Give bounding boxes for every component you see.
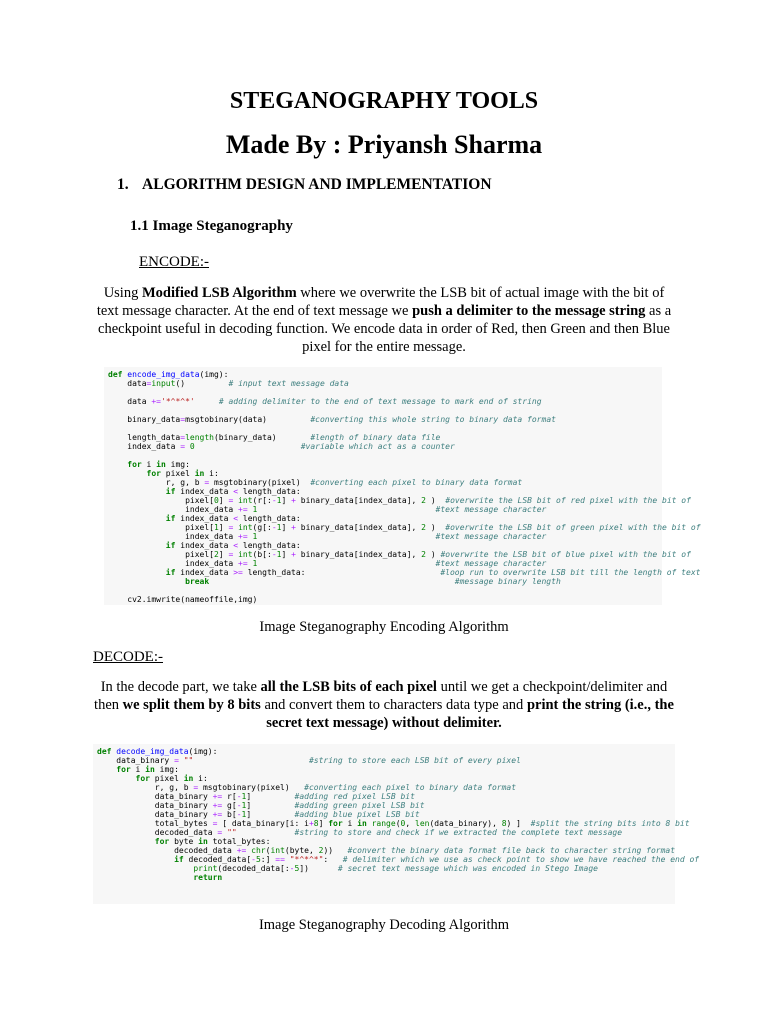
encode-code-line: index_data += 1 #text message character — [108, 559, 547, 568]
decode-code-line: decoded_data = "" #string to store and check if we extracted the complete text message — [97, 828, 623, 837]
decode-code-block — [93, 744, 700, 904]
section-number: 1. — [117, 176, 129, 193]
section-heading — [117, 176, 492, 194]
decode-code-line: for byte in total_bytes: — [154, 837, 271, 846]
encode-code-line — [108, 388, 658, 397]
subsection-heading: 1.1 Image Steganography — [130, 218, 293, 234]
encode-code-line: pixel[1] = int(g[:-1] + binary_data[index_data], 2 ) #overwrite the LSB bit of green pixel with the bit of — [108, 523, 701, 532]
decode-code-line: for i in img: — [116, 765, 179, 774]
decode-code-line: print(decoded_data[:-5]) # secret text message which was encoded in Stego Image — [193, 864, 598, 873]
decode-code-line: decoded_data += chr(int(byte, 2)) #convert the binary data format file back to character string format — [97, 846, 676, 855]
decode-caption: Image Steganography Decoding Algorithm — [258, 917, 510, 933]
decode-bold-2: we split them by 8 bits — [122, 697, 261, 713]
encode-code-line: for i in img: — [127, 460, 190, 469]
document-title: STEGANOGRAPHY TOOLS — [229, 88, 539, 114]
section-title: ALGORITHM DESIGN AND IMPLEMENTATION — [142, 176, 492, 193]
encode-code-line: if index_data >= length_data: #loop run to overwrite LSB bit till the length of text — [165, 568, 701, 577]
encode-code-line: for pixel in i: — [146, 469, 219, 478]
decode-text-1: In the decode part, we take — [100, 679, 261, 695]
encode-code-line: def encode_img_data(img): — [108, 370, 229, 379]
encode-text-2: where we overwrite the LSB bit of actual image with the bit of text message character. At the end of text message we — [96, 285, 665, 319]
encode-code-line: data +='*^*^*' # adding delimiter to the end of text message to mark end of string — [108, 397, 542, 406]
encode-code-line: r, g, b = msgtobinary(pixel) #converting each pixel to binary data format — [108, 478, 523, 487]
encode-bold-1: Modified LSB Algorithm — [141, 285, 297, 301]
encode-code-line: if index_data < length_data: — [165, 541, 301, 550]
encode-code-line: index_data += 1 #text message character — [108, 505, 547, 514]
decode-code-line: for pixel in i: — [135, 774, 208, 783]
encode-code-line: cv2.imwrite(nameoffile,img) — [108, 595, 258, 604]
decode-code-line: if decoded_data[-5:] == "*^*^*": # delimiter which we use as check point to show we have reached the end of — [174, 855, 700, 864]
encode-code-line — [108, 406, 658, 415]
encode-caption: Image Steganography Encoding Algorithm — [259, 619, 509, 635]
decode-text-2: until we get a checkpoint/delimiter and then — [94, 679, 668, 713]
decode-code-line: def decode_img_data(img): — [97, 747, 218, 756]
encode-code-line: break #message binary length — [185, 577, 561, 586]
decode-code-line: r, g, b = msgtobinary(pixel) #converting each pixel to binary data format — [97, 783, 517, 792]
decode-code-line: return — [193, 873, 223, 882]
encode-code-line: pixel[0] = int(r[:-1] + binary_data[index_data], 2 ) #overwrite the LSB bit of red pixel with the bit of — [108, 496, 691, 505]
encode-code-line: data=input() # input text message data — [108, 379, 349, 388]
encode-code-line: if index_data < length_data: — [165, 514, 301, 523]
decode-code-line: data_binary += b[-1] #adding blue pixel LSB bit — [97, 810, 420, 819]
encode-text-3: as a checkpoint useful in decoding function. We encode data in order of Red, then Green and then Blue pixel for the entire message. — [98, 303, 672, 355]
decode-bold-3: print the string (i.e., the secret text message) without delimiter. — [266, 697, 674, 731]
encode-label: ENCODE:- — [139, 254, 209, 270]
decode-code-line: data_binary += g[-1] #adding green pixel LSB bit — [97, 801, 425, 810]
decode-code-line: data_binary += r[-1] #adding red pixel LSB bit — [97, 792, 415, 801]
decode-code-line: data_binary = "" #string to store each LSB bit of every pixel — [97, 756, 521, 765]
decode-text-3: and convert them to characters data type and — [260, 697, 527, 713]
encode-text-1: Using — [103, 285, 142, 301]
encode-code-line: index_data += 1 #text message character — [108, 532, 547, 541]
encode-code-line: binary_data=msgtobinary(data) #converting this whole string to binary data format — [108, 415, 556, 424]
encode-code-line — [108, 424, 658, 433]
encode-bold-2: push a delimiter to the message string — [412, 303, 646, 319]
encode-paragraph — [92, 284, 676, 356]
encode-code-line: if index_data < length_data: — [165, 487, 301, 496]
decode-bold-1: all the LSB bits of each pixel — [260, 679, 437, 695]
author-line: Made By : Priyansh Sharma — [225, 130, 543, 159]
encode-code-line — [108, 586, 658, 595]
encode-code-line: length_data=length(binary_data) #length of binary data file — [108, 433, 441, 442]
encode-code-line — [108, 451, 658, 460]
encode-code-block — [104, 367, 701, 605]
decode-code-line: total_bytes = [ data_binary[i: i+8] for i in range(0, len(data_binary), 8) ] #split the string bits into 8 bit — [97, 819, 690, 828]
decode-paragraph — [92, 678, 676, 732]
encode-code-line: pixel[2] = int(b[:-1] + binary_data[index_data], 2 ) #overwrite the LSB bit of blue pixel with the bit of — [108, 550, 691, 559]
decode-label: DECODE:- — [93, 649, 163, 665]
encode-code-line: index_data = 0 #variable which act as a counter — [108, 442, 455, 451]
